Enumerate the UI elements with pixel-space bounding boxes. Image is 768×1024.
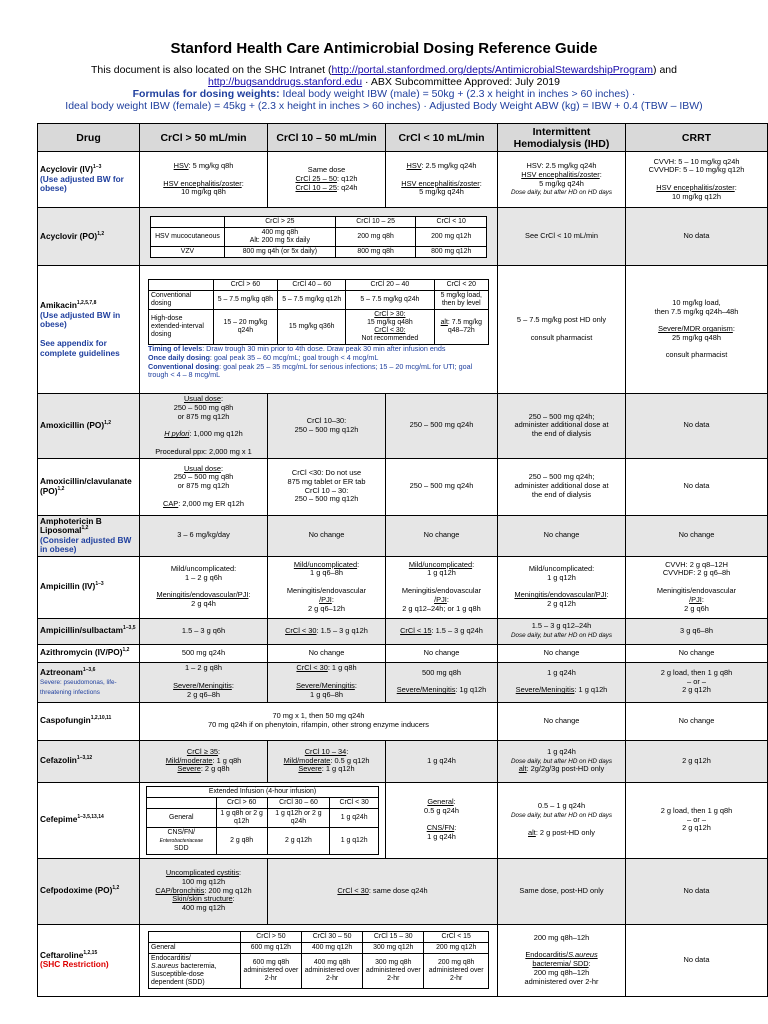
drug-amoxicillin-clavulanate: Amoxicillin/clavulanate (PO)$^{1,2}$ (38, 458, 140, 515)
approval-line: http://bugsanddrugs.stanford.edu · ABX Subcommittee Approved: July 2019 (208, 76, 560, 88)
cell (140, 924, 498, 996)
drug-acyclovir-po: Acyclovir (PO)$^{1,2}$ (38, 208, 140, 266)
cell: 10 mg/kg load, then 7.5 mg/kg q24h–48h Severe/MDR organism: 25 mg/kg q48h consult pharmacist (626, 266, 768, 394)
acyclovir-po-subtable: CrCl > 25 CrCl 10 – 25 CrCl < 10 HSV mucocutaneous 400 mg q8h Alt: 200 mg 5x daily 200 mg q8h 200 mg q12h VZV 800 mg q4h (or 5x daily) 800 mg q8h 800 mg q12h (150, 216, 487, 258)
amikacin-notes: Timing of levels: Draw trough 30 min prior to 4th dose. Draw peak 30 min after infusion ends Once daily dosing: goal peak 35 – 60 mcg/mL; goal trough < 4 mcg/mL Conventional dosing: goal peak 25 – 35 mcg/mL for serious infections; 15 – 20 mcg/mL for UTI; goal trough < 4 – 8 mcg/mL (148, 344, 473, 380)
cell: CrCl 10 – 34: Mild/moderate: 0.5 g q12h Severe: 1 g q12h (268, 740, 386, 782)
page-title: Stanford Health Care Antimicrobial Dosing Reference Guide (170, 40, 598, 57)
cell: HSV: 2.5 mg/kg q24h HSV encephalitis/zoster: 5 mg/kg q24h Dose daily, but after HD on HD days (498, 152, 626, 208)
cell: 2 g load, then 1 g q8h – or – 2 g q12h (626, 782, 768, 858)
cefepime-subtable: Extended Infusion (4-hour infusion) CrCl > 60 CrCl 30 – 60 CrCl < 30 General 1 g q8h or 2 g q12h 1 g q12h or 2 g q24h 1 g q24h CNS/FN/ Enterobacteriaceae SDD 2 g q8h 2 g q12h 1 g q12h (146, 786, 379, 855)
cell: CrCl 10–30: 250 – 500 mg q12h (268, 394, 386, 459)
cell: No change (386, 644, 498, 662)
cell: CVVH: 5 – 10 mg/kg q24h CVVHDF: 5 – 10 mg/kg q12h HSV encephalitis/zoster: 10 mg/kg q12h (626, 152, 768, 208)
table-row (38, 394, 768, 459)
cell: CrCl < 30: 1 g q8h Severe/Meningitis: 1 g q6–8h (268, 662, 386, 702)
table-row (38, 924, 768, 996)
cell: 1 g q24h (386, 740, 498, 782)
cell: HSV: 2.5 mg/kg q24h HSV encephalitis/zoster: 5 mg/kg q24h (386, 152, 498, 208)
cell: 500 mg q24h (140, 644, 268, 662)
cell: 250 – 500 mg q24h; administer additional dose at the end of dialysis (498, 394, 626, 459)
cell: No data (626, 924, 768, 996)
drug-ampicillin: Ampicillin (IV)$^{1-3}$ (38, 556, 140, 618)
intranet-link[interactable]: http://portal.stanfordmed.org/depts/AntimicrobialStewardshipProgram (331, 64, 654, 76)
cell (140, 782, 386, 858)
cell: 70 mg x 1, then 50 mg q24h 70 mg q24h if on phenytoin, rifampin, other strong enzyme inducers (140, 702, 498, 740)
cell: 1 g q24h Dose daily, but after HD on HD days alt: 2g/2g/3g post-HD only (498, 740, 626, 782)
cell: No change (386, 515, 498, 556)
drug-cefpodoxime: Cefpodoxime (PO)$^{1,2}$ (38, 858, 140, 924)
cell: 250 – 500 mg q24h (386, 394, 498, 459)
cell: Usual dose: 250 – 500 mg q8h or 875 mg q12h CAP: 2,000 mg ER q12h (140, 458, 268, 515)
cell: 1.5 – 3 g q12–24h Dose daily, but after HD on HD days (498, 618, 626, 644)
drug-cefazolin: Cefazolin$^{1-3,12}$ (38, 740, 140, 782)
cell: No change (626, 702, 768, 740)
cell: 1.5 – 3 g q6h (140, 618, 268, 644)
cell: No change (498, 644, 626, 662)
table-row (38, 266, 768, 394)
cell: 200 mg q8h–12h Endocarditis/S.aureus bacteremia/ SDD: 200 mg q8h–12h administered over 2-hr (498, 924, 626, 996)
cell: No data (626, 394, 768, 459)
drug-amoxicillin: Amoxicillin (PO)$^{1,2}$ (38, 394, 140, 459)
col-header-crrt: CRRT (626, 124, 768, 152)
dosing-table (37, 123, 768, 997)
table-row (38, 702, 768, 740)
cell: 1 – 2 g q8h Severe/Meningitis: 2 g q6–8h (140, 662, 268, 702)
table-row (38, 740, 768, 782)
cell: Uncomplicated cystitis: 100 mg q12h CAP/bronchitis: 200 mg q12h Skin/skin structure: 400 mg q12h (140, 858, 268, 924)
cell: Mild/uncomplicated: 1 – 2 g q6h Meningitis/endovascular/PJI: 2 g q4h (140, 556, 268, 618)
table-row (38, 644, 768, 662)
cell: Same dose CrCl 25 – 50: q12h CrCl 10 – 25: q24h (268, 152, 386, 208)
drug-ampicillin-sulbactam: Ampicillin/sulbactam$^{1-3,5}$ (38, 618, 140, 644)
col-header-crcl-lt10: CrCl < 10 mL/min (386, 124, 498, 152)
cell (140, 208, 498, 266)
cell: No data (626, 458, 768, 515)
table-row (38, 152, 768, 208)
drug-ceftaroline: Ceftaroline$^{1,2,15}$ (SHC Restriction) (38, 924, 140, 996)
cell: 3 – 6 mg/kg/day (140, 515, 268, 556)
cell: 5 – 7.5 mg/kg post HD only consult pharmacist (498, 266, 626, 394)
cell: No change (498, 702, 626, 740)
table-row (38, 208, 768, 266)
cell: 1 g q24h Severe/Meningitis: 1 g q12h (498, 662, 626, 702)
formula-line-male: Formulas for dosing weights: Ideal body weight IBW (male) = 50kg + (2.3 x height in inches > 60 inches) · (132, 88, 636, 100)
cell: No change (268, 644, 386, 662)
table-row (38, 458, 768, 515)
cell: HSV: 5 mg/kg q8h HSV encephalitis/zoster: 10 mg/kg q8h (140, 152, 268, 208)
cell: Usual dose: 250 – 500 mg q8h or 875 mg q12h H pylori: 1,000 mg q12h Procedural ppx: 2,000 mg x 1 (140, 394, 268, 459)
table-row (38, 662, 768, 702)
cell: Mild/uncomplicated: 1 g q6–8h Meningitis/endovascular /PJI: 2 g q6–12h (268, 556, 386, 618)
cell: No change (498, 515, 626, 556)
drug-caspofungin: Caspofungin$^{1,2,10,11}$ (38, 702, 140, 740)
cell: 2 g q12h (626, 740, 768, 782)
cell: No change (626, 644, 768, 662)
cell: CrCl < 30: same dose q24h (268, 858, 498, 924)
cell: 3 g q6–8h (626, 618, 768, 644)
cell: CrCl < 15: 1.5 – 3 g q24h (386, 618, 498, 644)
cell: 2 g load, then 1 g q8h – or – 2 g q12h (626, 662, 768, 702)
table-row (38, 556, 768, 618)
cell: CrCl < 30: 1.5 – 3 g q12h (268, 618, 386, 644)
amikacin-subtable: CrCl > 60 CrCl 40 – 60 CrCl 20 – 40 CrCl < 20 Conventional dosing 5 – 7.5 mg/kg q8h 5 – 7.5 mg/kg q12h 5 – 7.5 mg/kg q24h 5 mg/kg load, then by level High-dose extended-interval dosing 15 – 20 mg/kg q24h 15 mg/kg q36h CrCl > 30: 15 mg/kg q48h CrCl < 30: Not recommended alt: 7.5 mg/kg q48–72h (148, 279, 489, 345)
intranet-line: This document is also located on the SHC Intranet (http://portal.stanfordmed.org/depts/AntimicrobialStewardshipProgram) and (91, 64, 677, 76)
drug-amikacin: Amikacin$^{1,2,5,7,8}$ (Use adjusted BW in obese) See appendix for complete guidelines (38, 266, 140, 394)
cell: 500 mg q8h Severe/Meningitis: 1g q12h (386, 662, 498, 702)
drug-aztreonam: Aztreonam$^{1-3,6}$ Severe: pseudomonas, life-threatening infections (38, 662, 140, 702)
table-row (38, 858, 768, 924)
col-header-crcl-10-50: CrCl 10 – 50 mL/min (268, 124, 386, 152)
cell (140, 266, 498, 394)
col-header-drug: Drug (38, 124, 140, 152)
cell: No change (626, 515, 768, 556)
formula-line-female: Ideal body weight IBW (female) = 45kg + (2.3 x height in inches > 60 inches) · Adjusted Body Weight ABW (kg) = IBW + 0.4 (TBW – IBW) (65, 100, 703, 112)
table-header-row (38, 124, 768, 152)
table-row (38, 515, 768, 556)
cell: CrCl <30: Do not use 875 mg tablet or ER tab CrCl 10 – 30: 250 – 500 mg q12h (268, 458, 386, 515)
bugsanddrugs-link[interactable]: http://bugsanddrugs.stanford.edu (208, 76, 363, 88)
table-row (38, 782, 768, 858)
drug-amphotericin: Amphotericin B Liposomal$^{1,2}$ (Consider adjusted BW in obese) (38, 515, 140, 556)
cell: No data (626, 208, 768, 266)
cell: Mild/uncomplicated: 1 g q12h Meningitis/endovascular /PJI: 2 g q12–24h; or 1 g q8h (386, 556, 498, 618)
cell: CVVH: 2 g q8–12H CVVHDF: 2 g q6–8h Meningitis/endovascular /PJI: 2 g q6h (626, 556, 768, 618)
cell: No change (268, 515, 386, 556)
drug-acyclovir-iv: Acyclovir (IV)$^{1-3}$ (Use adjusted BW for obese) (38, 152, 140, 208)
cell: 0.5 – 1 g q24h Dose daily, but after HD on HD days alt: 2 g post-HD only (498, 782, 626, 858)
cell: 250 – 500 mg q24h (386, 458, 498, 515)
cell: 250 – 500 mg q24h; administer additional dose at the end of dialysis (498, 458, 626, 515)
cell: See CrCl < 10 mL/min (498, 208, 626, 266)
drug-azithromycin: Azithromycin $(IV/PO)^{1,2}$ (38, 644, 140, 662)
cell: Same dose, post-HD only (498, 858, 626, 924)
cell: No data (626, 858, 768, 924)
col-header-ihd: Intermittent Hemodialysis (IHD) (498, 124, 626, 152)
ceftaroline-subtable: CrCl > 50 CrCl 30 – 50 CrCl 15 – 30 CrCl < 15 General 600 mg q12h 400 mg q12h 300 mg q12h 200 mg q12h Endocarditis/ S.aureus bacteremia, Susceptible-dose dependent (SDD) 600 mg q8h administered over 2-hr 400 mg q8h administered over 2-hr 300 mg q8h administered over 2-hr 200 mg q8h administered over 2-hr (148, 931, 489, 989)
cell: Mild/uncomplicated: 1 g q12h Meningitis/endovascular/PJI: 2 g q12h (498, 556, 626, 618)
drug-cefepime: Cefepime$^{1-3,5,13,14}$ (38, 782, 140, 858)
table-row (38, 618, 768, 644)
cell: CrCl ≥ 35: Mild/moderate: 1 g q8h Severe: 2 g q8h (140, 740, 268, 782)
cell: General: 0.5 g q24h CNS/FN: 1 g q24h (386, 782, 498, 858)
col-header-crcl-gt50: CrCl > 50 mL/min (140, 124, 268, 152)
